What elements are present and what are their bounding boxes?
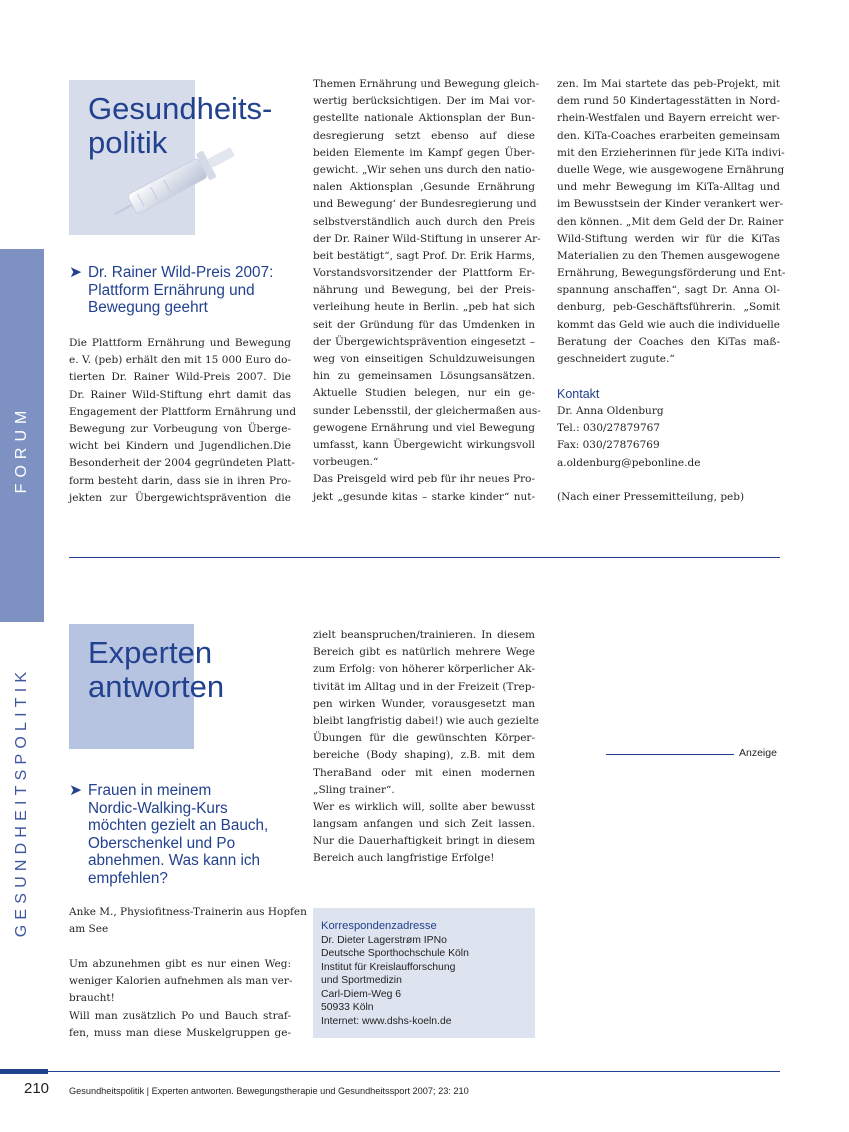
correspondence-line: Institut für Kreislaufforschung [321,961,456,973]
correspondence-line: Dr. Dieter Lagerstrøm IPNo [321,934,447,946]
article1-headline: ➤ Dr. Rainer Wild-Preis 2007: Plattform Ernährung und Bewegung geehrt [69,264,274,316]
article2-column-2: zielt beanspruchen/trainieren. In diesem Bereich gibt es natürlich mehrere Wege zum Erfolg: von höherer körperlicher Ak- tivität im Alltag und in der Freizeit (Trep- pen wirken Wunder, vorausgesetzt man bleibt langfristig dabei!) wie auch gezielte Übungen für die gewünschten Körper- bereiche (Body shaping), z.B. mit dem TheraBand oder mit einen modernen „Sling trainer“. Wer es wirklich will, sollte aber bewusst langsam anfangen und sich Zeit lassen. Nur die Dauerhaftigkeit bringt in diesem Bereich auch langfristige Erfolge! [313,629,539,865]
footer-citation: Gesundheitspolitik | Experten antworten. Bewegungstherapie und Gesundheitssport 2007; 23: 210 [69,1086,469,1096]
correspondence-website: Internet: www.dshs-koeln.de [321,1015,452,1027]
arrow-icon: ➤ [69,264,82,281]
arrow-icon: ➤ [69,782,82,799]
article2-column-1: Um abzunehmen gibt es nur einen Weg: weniger Kalorien aufnehmen als man ver- braucht! Will man zusätzlich Po und Bauch straf- fen, muss man diese Muskelgruppen ge- [69,958,293,1039]
page-number: 210 [24,1080,50,1097]
section-divider [69,557,780,558]
contact-details: Dr. Anna Oldenburg Tel.: 030/27879767 Fax: 030/27876769 a.oldenburg@pebonline.de [557,405,701,469]
correspondence-heading: Korrespondenzadresse [321,920,437,932]
correspondence-line: und Sportmedizin [321,975,402,986]
correspondence-line: 50933 Köln [321,1002,374,1013]
question-author: Anke M., Physiofitness-Trainerin aus Hopfen am See [69,906,307,936]
footer-accent-bar [0,1069,48,1074]
ad-marker-rule [606,754,734,755]
correspondence-line: Carl-Diem-Weg 6 [321,988,402,1000]
article1-column-2: Themen Ernährung und Bewegung gleich- wertig berücksichtigen. Der im Mai vor- gestellte nationale Aktionsplan der Bun- desregierung setzt ebenso auf diese beiden Elemente im Kampf gegen Über- gewicht. „Wir sehen uns durch den natio- nalen Aktionsplan ‚Gesunde Ernährung und Bewegung‘ der Bundesregierung und selbstverständlich auch durch den Preis der Dr. Rainer Wild-Stiftung in unserer Ar- beit bestätigt“, sagt Prof. Dr. Erik Harms, Vorstandsvorsitzender der Plattform Er- nährung und Bewegung, bei der Preis- verleihung heute in Berlin. „peb hat sich seit der Gründung für das Umdenken in der Übergewichtsprävention eingesetzt – weg von einseitigen Schuldzuweisungen hin zu gemeinsamen Lösungsansätzen. Aktuelle Studien belegen, nur ein ge- sunder Lebensstil, der gleichermaßen aus- gewogene Ernährung und viel Bewegung umfasst, kann Übergewicht wirkungsvoll vorbeugen.“ Das Preisgeld wird peb für ihr neues Pro- jekt „gesunde kitas – starke kinder“ nut- [313,78,541,503]
source-note: (Nach einer Pressemitteilung, peb) [557,491,745,503]
section-tab-label: GESUNDHEITSPOLITIK [13,666,30,938]
correspondence-line: Deutsche Sporthochschule Köln [321,948,469,959]
contact-heading: Kontakt [557,387,600,401]
footer-rule [48,1071,780,1072]
article1-title: Gesundheits- politik [88,91,273,160]
correspondence-box [313,908,535,1038]
article1-column-1: Die Plattform Ernährung und Bewegung e. V. (peb) erhält den mit 15 000 Euro do- tierten Dr. Rainer Wild-Preis 2007. Die Dr. Rainer Wild-Stiftung ehrt damit das Engagement der Plattform Ernährung und Bewegung zur Vorbeugung von Überge- wicht bei Kindern und Jugendlichen.Die Besonderheit der 2004 gegründeten Platt- form besteht darin, dass sie in ihren Pro- jekten zur Übergewichtsprävention die [69,337,297,504]
forum-tab-label: FORUM [13,404,30,494]
ad-label: Anzeige [739,747,777,759]
article2-headline: ➤ Frauen in meinem Nordic-Walking-Kurs möchten gezielt an Bauch, Oberschenkel und Po abnehmen. Was kann ich empfehlen? [69,782,269,887]
article2-title: Experten antworten [88,635,225,704]
article1-column-3: zen. Im Mai startete das peb-Projekt, mit dem rund 50 Kindertagesstätten in Nord- rhein-Westfalen und Bayern erreicht wer- den. KiTa-Coaches erarbeiten gemeinsam mit den Erzieherinnen für jede KiTa indivi- duelle Wege, wie ausgewogene Ernährung und mehr Bewegung im KiTa-Alltag und im Bewusstsein der Kinder verankert wer- den können. „Mit dem Geld der Dr. Rainer Wild-Stiftung werden wir für die KiTas Materialien zu den Themen ausgewogene Ernährung, Bewegungsförderung und Ent- spannung anschaffen“, sagt Dr. Anna Ol- denburg, peb-Geschäftsführerin. „Somit kommt das Geld wie auch die individuelle Beratung der Coaches den KiTas maß- geschneidert zugute.“ [557,78,786,365]
